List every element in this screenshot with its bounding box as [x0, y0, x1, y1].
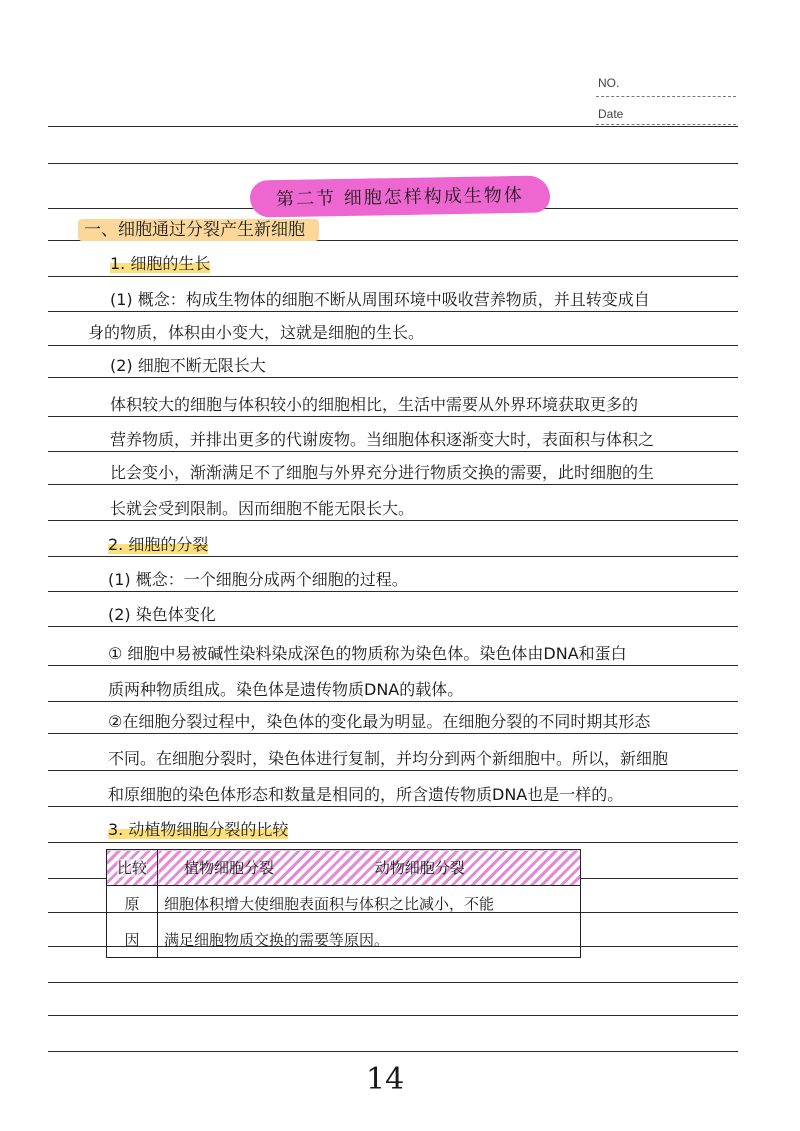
chromosome-2-line-1: ②在细胞分裂过程中，染色体的变化最为明显。在细胞分裂的不同时期其形态 [108, 712, 651, 731]
table-header-animal: 动物细胞分裂 [374, 859, 465, 877]
subheading-comparison: 3. 动植物细胞分裂的比较 [108, 820, 289, 839]
table-reason-line-2: 满足细胞物质交换的需要等原因。 [158, 922, 581, 958]
section-heading-1-text: 一、细胞通过分裂产生新细胞 [78, 219, 319, 241]
table-row-label-2: 因 [107, 922, 158, 958]
section-heading-1 [78, 220, 319, 240]
table-header-compare: 比较 [107, 850, 158, 886]
table-reason-line-1: 细胞体积增大使细胞表面积与体积之比减小，不能 [158, 886, 581, 922]
growth-point-2: (2) 细胞不断无限长大 [110, 356, 266, 375]
subheading-division: 2. 细胞的分裂 [108, 535, 209, 554]
growth-concept-line-1: (1) 概念：构成生物体的细胞不断从周围环境中吸收营养物质，并且转变成自 [110, 290, 650, 309]
page-number: 14 [366, 1062, 405, 1097]
chapter-title-text: 第二节 细胞怎样构成生物体 [250, 175, 550, 217]
date-dashed-line [596, 124, 736, 125]
chapter-title [0, 178, 800, 215]
chromosome-point: (2) 染色体变化 [108, 605, 216, 624]
chromosome-2-line-2: 不同。在细胞分裂时，染色体进行复制，并均分到两个新细胞中。所以，新细胞 [108, 749, 669, 768]
table-header-plant: 植物细胞分裂 [184, 859, 275, 877]
table-row-label-1: 原 [107, 886, 158, 922]
growth-para-line-2: 营养物质，并排出更多的代谢废物。当细胞体积逐渐变大时，表面积与体积之 [110, 430, 655, 449]
chromosome-1-line-1: ① 细胞中易被碱性染料染成深色的物质称为染色体。染色体由DNA和蛋白 [108, 644, 627, 663]
growth-para-line-1: 体积较大的细胞与体积较小的细胞相比，生活中需要从外界环境获取更多的 [110, 395, 639, 414]
no-dashed-line [596, 96, 736, 97]
growth-concept-line-2: 身的物质，体积由小变大，这就是细胞的生长。 [88, 323, 425, 342]
growth-para-line-4: 长就会受到限制。因而细胞不能无限长大。 [110, 499, 415, 518]
table-header-plant-animal [158, 850, 581, 886]
chromosome-1-line-2: 质两种物质组成。染色体是遗传物质DNA的载体。 [108, 680, 464, 699]
chromosome-2-line-3: 和原细胞的染色体形态和数量是相同的，所含遗传物质DNA也是一样的。 [108, 785, 624, 804]
comparison-table [106, 849, 581, 958]
subheading-growth: 1. 细胞的生长 [110, 254, 211, 273]
date-label: Date [598, 107, 624, 121]
division-concept: (1) 概念：一个细胞分成两个细胞的过程。 [108, 570, 408, 589]
growth-para-line-3: 比会变小，渐渐满足不了细胞与外界充分进行物质交换的需要，此时细胞的生 [110, 463, 655, 482]
no-label: NO. [598, 76, 620, 90]
